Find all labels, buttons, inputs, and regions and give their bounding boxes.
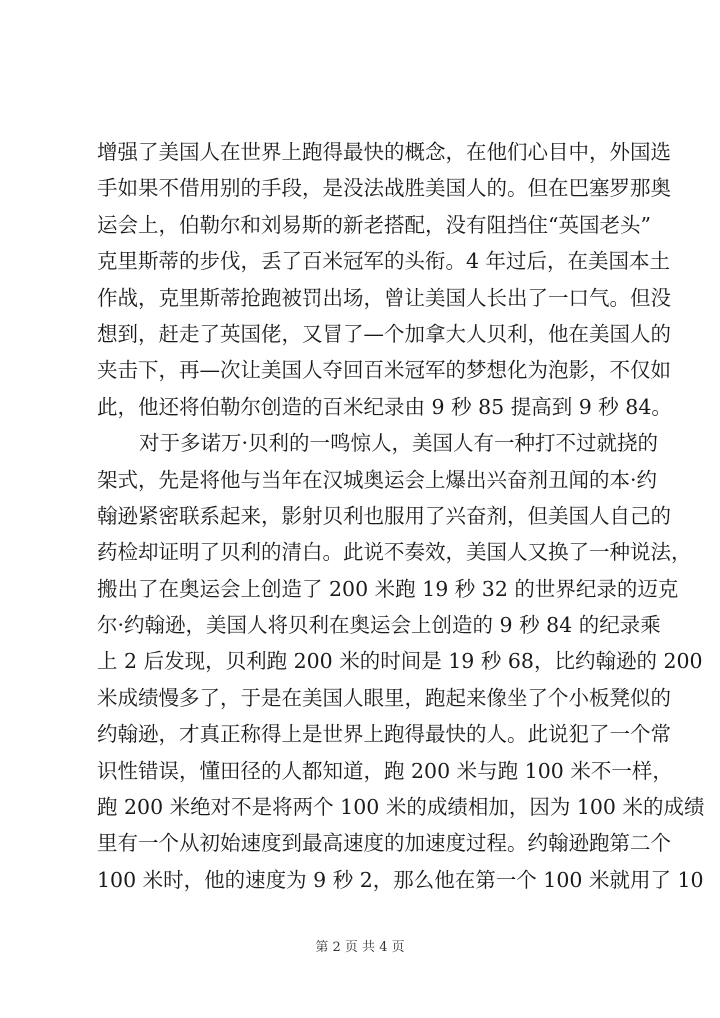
text-line: 克里斯蒂的步伐，丢了百米冠军的头衔。4 年过后，在美国本土 <box>97 249 671 274</box>
text-line: 想到，赶走了英国佬，又冒了—个加拿大人贝利，他在美国人的 <box>97 321 671 346</box>
text-line: 此，他还将伯勒尔创造的百米纪录由 9 秒 85 提高到 9 秒 84。 <box>97 394 672 419</box>
text-line: 上 2 后发现，贝利跑 200 米的时间是 19 秒 68，比约翰逊的 200 <box>97 649 703 674</box>
text-line: 跑 200 米绝对不是将两个 100 米的成绩相加，因为 100 米的成绩 <box>97 795 705 820</box>
text-line: 里有一个从初始速度到最高速度的加速度过程。约翰逊跑第二个 <box>97 831 671 856</box>
text-line: 识性错误，懂田径的人都知道，跑 200 米与跑 100 米不一样， <box>97 758 673 783</box>
body-text <box>97 134 705 898</box>
text-line: 作战，克里斯蒂抢跑被罚出场，曾让美国人长出了一口气。但没 <box>97 285 671 310</box>
text-line: 夹击下，再—次让美国人夺回百米冠军的梦想化为泡影，不仅如 <box>97 358 671 383</box>
text-line: 100 米时，他的速度为 9 秒 2，那么他在第一个 100 米就用了 10 <box>97 867 704 892</box>
text-line: 增强了美国人在世界上跑得最快的概念，在他们心目中，外国选 <box>97 140 671 164</box>
text-line: 米成绩慢多了，于是在美国人眼里，跑起来像坐了个小板凳似的 <box>97 685 671 710</box>
text-line: 架式，先是将他与当年在汉城奥运会上爆出兴奋剂丑闻的本·约 <box>97 467 658 492</box>
text-line: 药检却证明了贝利的清白。此说不奏效，美国人又换了一种说法， <box>97 540 692 565</box>
text-line: 搬出了在奥运会上创造了 200 米跑 19 秒 32 的世界纪录的迈克 <box>97 576 679 601</box>
text-line: 约翰逊，才真正称得上是世界上跑得最快的人。此说犯了一个常 <box>97 722 671 747</box>
text-line: 对于多诺万·贝利的一鸣惊人，美国人有一种打不过就挠的 <box>139 431 659 456</box>
text-line: 手如果不借用别的手段，是没法战胜美国人的。但在巴塞罗那奥 <box>97 176 671 201</box>
page-number-footer: 第 2 页 共 4 页 <box>315 940 405 955</box>
text-line: 翰逊紧密联系起来，影射贝利也服用了兴奋剂，但美国人自己的 <box>97 503 671 528</box>
text-line: 尔·约翰逊，美国人将贝利在奥运会上创造的 9 秒 84 的纪录乘 <box>97 613 661 638</box>
text-line: 运会上，伯勒尔和刘易斯的新老搭配，没有阻挡住“英国老头” <box>97 212 651 237</box>
